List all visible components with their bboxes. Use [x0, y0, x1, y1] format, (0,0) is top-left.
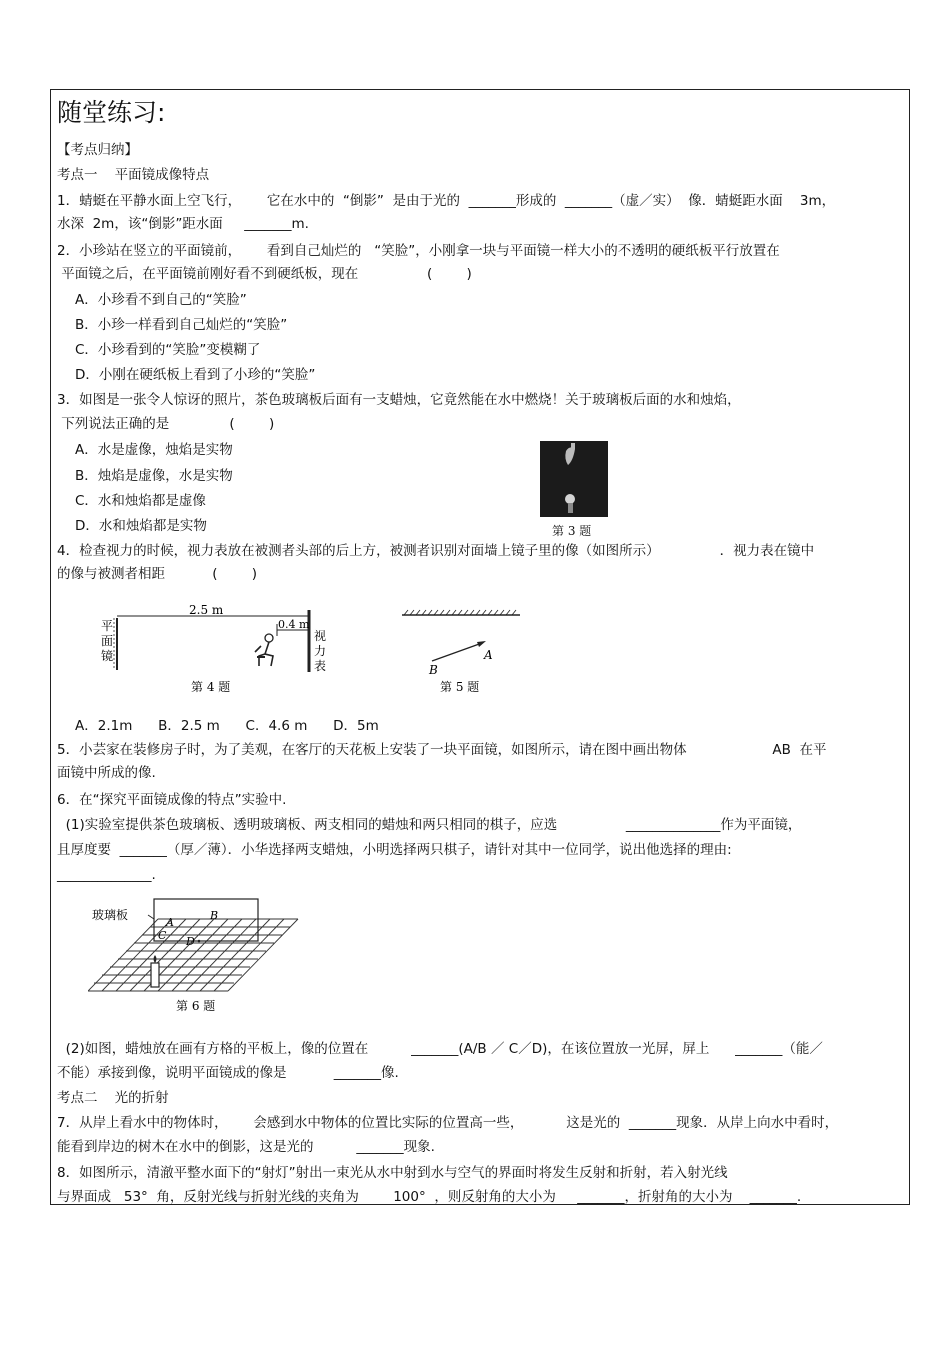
q4-chart-char-2: 力 — [314, 644, 327, 658]
q6-point-c: C — [158, 929, 167, 942]
q3-line2: 下列说法正确的是 ( ) — [57, 416, 275, 432]
section-header: 【考点归纳】 — [57, 142, 138, 158]
q3-option-c: C．水和烛焰都是虚像 — [75, 493, 206, 509]
q6-point-b: B — [210, 909, 219, 922]
q1-line1: 1．蜻蜓在平静水面上空飞行， 它在水中的 “倒影” 是由于光的 _______形成的 _______（虚／实） 像．蜻蜓距水面 3m， — [57, 193, 836, 209]
q4-dist-total: 2.5 m — [189, 603, 224, 617]
q6-part1-line1: (1)实验室提供茶色玻璃板、透明玻璃板、两支相同的蜡烛和两只相同的棋子，应选 ______________作为平面镜， — [57, 817, 802, 833]
seated-person-icon — [255, 634, 273, 666]
q6-part1-line3: ______________. — [57, 867, 156, 883]
q4-mirror-char-1: 平 — [101, 619, 114, 633]
q5-line1: 5．小芸家在装修房子时，为了美观，在客厅的天花板上安装了一块平面镜，如图所示，请在图中画出物体 AB 在平 — [57, 742, 827, 758]
q2-option-c: C．小珍看到的“笑脸”变模糊了 — [75, 342, 261, 358]
q6-point-a: A — [166, 916, 174, 929]
q2-line2: 平面镜之后，在平面镜前刚好看不到硬纸板，现在 ( ) — [57, 266, 472, 282]
q4-chart-char-3: 表 — [314, 659, 327, 673]
q4-line2: 的像与被测者相距 ( ) — [57, 566, 258, 582]
q4-figure-caption: 第 4 题 — [191, 680, 231, 694]
q3-figure-caption: 第 3 题 — [552, 524, 592, 538]
q8-line2: 与界面成 53° 角，反射光线与折射光线的夹角为 100° ，则反射角的大小为 _______，折射角的大小为 _______. — [57, 1189, 802, 1205]
fig5-label-b: B — [429, 663, 438, 677]
q4-chart-char-1: 视 — [314, 629, 327, 643]
q4-mirror-char-3: 镜 — [101, 649, 114, 663]
q4-mirror-char-2: 面 — [101, 634, 114, 648]
q6-point-d: D — [186, 935, 195, 948]
fig5-caption: 第 5 题 — [440, 680, 480, 694]
q6-intro: 6．在“探究平面镜成像的特点”实验中. — [57, 792, 287, 808]
q4-eye-test-figure — [95, 600, 335, 698]
q6-part1-line2: 且厚度要 _______（厚／薄）．小华选择两支蜡烛，小明选择两只棋子，请针对其中一位同学，说出他选择的理由: — [57, 842, 732, 858]
q6-part2-line2: 不能）承接到像，说明平面镜成的像是 _______像. — [57, 1065, 399, 1081]
candle-photo — [540, 441, 608, 517]
q7-line2: 能看到岸边的树木在水中的倒影，这是光的 _______现象. — [57, 1139, 435, 1155]
q2-option-d: D．小刚在硬纸板上看到了小珍的“笑脸” — [75, 367, 316, 383]
q6-grid-figure — [88, 893, 310, 1018]
q4-options: A．2.1m B．2.5 m C．4.6 m D．5m — [75, 718, 379, 734]
q5-line2: 面镜中所成的像. — [57, 765, 156, 781]
q5-mirror-figure — [398, 605, 528, 697]
q3-line1: 3．如图是一张令人惊讶的照片，茶色玻璃板后面有一支蜡烛，它竟然能在水中燃烧！关于玻璃板后面的水和烛焰， — [57, 392, 741, 408]
q6-figure-caption: 第 6 题 — [176, 999, 216, 1013]
q3-option-d: D．水和烛焰都是实物 — [75, 518, 207, 534]
q2-option-b: B．小珍一样看到自己灿烂的“笑脸” — [75, 317, 288, 333]
q2-line1: 2．小珍站在竖立的平面镜前， 看到自己灿烂的 “笑脸”，小刚拿一块与平面镜一样大小的不透明的硬纸板平行放置在 — [57, 243, 780, 259]
q3-option-a: A．水是虚像，烛焰是实物 — [75, 442, 233, 458]
q3-option-b: B．烛焰是虚像，水是实物 — [75, 468, 233, 484]
q2-option-a: A．小珍看不到自己的“笑脸” — [75, 292, 247, 308]
q6-part2-line1: (2)如图，蜡烛放在画有方格的平板上，像的位置在 _______(A/B ／ C／D)，在该位置放一光屏，屏上 _______（能／ — [57, 1041, 823, 1057]
q4-dist-small: 0.4 m — [278, 618, 310, 631]
q8-line1: 8．如图所示，清澈平整水面下的“射灯”射出一束光从水中射到水与空气的界面时将发生反射和折射，若入射光线 — [57, 1165, 728, 1181]
q4-line1: 4．检查视力的时候，视力表放在被测者头部的后上方，被测者识别对面墙上镜子里的像（如图所示） ．视力表在镜中 — [57, 543, 815, 559]
q7-line1: 7．从岸上看水中的物体时， 会感到水中物体的位置比实际的位置高一些， 这是光的 _______现象．从岸上向水中看时， — [57, 1115, 839, 1131]
topic-1-heading: 考点一 平面镜成像特点 — [57, 167, 210, 183]
candle-icon — [151, 955, 159, 987]
topic-2-heading: 考点二 光的折射 — [57, 1090, 169, 1106]
q1-line2: 水深 2m，该“倒影”距水面 _______m. — [57, 216, 309, 232]
q6-glass-label: 玻璃板 — [92, 908, 129, 922]
fig5-label-a: A — [484, 648, 493, 662]
page-title: 随堂练习: — [57, 98, 166, 127]
